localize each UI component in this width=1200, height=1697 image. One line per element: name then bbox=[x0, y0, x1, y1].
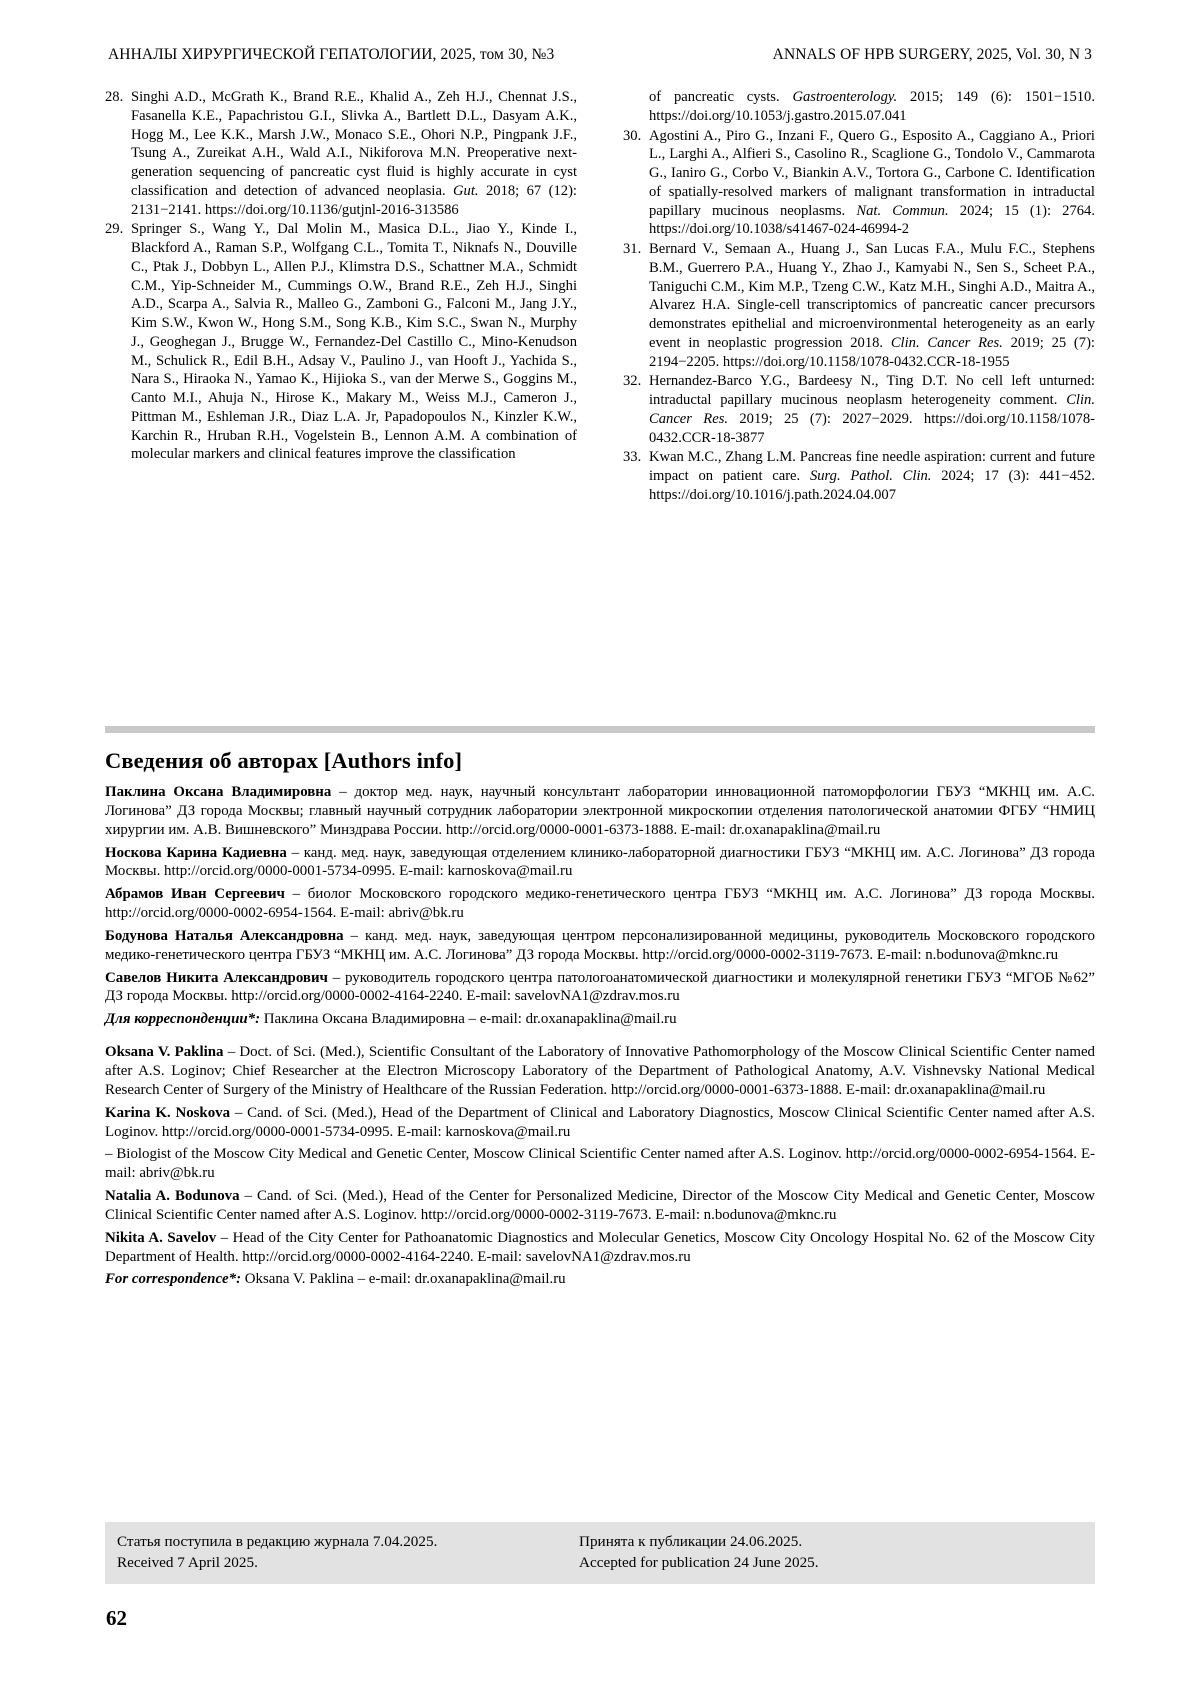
page-number: 62 bbox=[106, 1606, 127, 1630]
reference-text bbox=[649, 240, 1095, 371]
author-name: Karina K. Noskova bbox=[105, 1104, 231, 1121]
reference-journal: Surg. Pathol. Clin. bbox=[809, 468, 932, 484]
reference-authors-title: Singhi A.D., McGrath K., Brand R.E., Khalid A., Zeh H.J., Chennat J.S., Fasanella K.E., Papachristou G.I., Slivka A., Bartlett D.L., Dasyam A.K., Hogg M., Lee K.K., Marsh J.W., Monaco S.E., Ohori N.P., Pingpank J.F., Tsung A., Zureikat A.H., Wald A.I., Nikiforova M.N. Preoperative next-generation sequencing of pancreatic cyst fluid is highly accurate in cyst classification and detection of advanced neoplasia. bbox=[131, 89, 577, 199]
author-entry-ru bbox=[105, 844, 1095, 882]
author-details: – канд. мед. наук, заведующая центром персонализированной медицины, руководитель Московского городского медико-генетического центра ГБУЗ “МКНЦ им. А.С. Логинова” ДЗ города Москвы. http://orcid.org/0000-0002-3119-7673. E-mail: n.bodunova@mknc.ru bbox=[105, 927, 1095, 963]
received-ru: Статья поступила в редакцию журнала 7.04.2025. bbox=[117, 1533, 438, 1551]
accepted-en: Accepted for publication 24 June 2025. bbox=[579, 1554, 819, 1571]
running-header-left: АННАЛЫ ХИРУРГИЧЕСКОЙ ГЕПАТОЛОГИИ, 2025, том 30, №3 bbox=[108, 46, 555, 63]
reference-number: 28. bbox=[105, 89, 124, 105]
reference-text bbox=[131, 220, 577, 464]
spacer bbox=[105, 1033, 1095, 1043]
author-name: Абрамов Иван Сергеевич bbox=[105, 886, 285, 903]
running-header bbox=[108, 46, 1092, 64]
reference-number: 31. bbox=[623, 241, 642, 257]
reference-number: 32. bbox=[623, 373, 642, 390]
reference-journal: Clin. Cancer Res. bbox=[649, 392, 1095, 427]
reference-text bbox=[649, 88, 1095, 126]
author-name: Носкова Карина Кадиевна bbox=[105, 844, 287, 861]
author-name: Natalia A. Bodunova bbox=[105, 1188, 240, 1205]
reference-text bbox=[649, 372, 1095, 447]
reference-text bbox=[649, 448, 1095, 504]
reference-locator: 2019; 25 (7): 2027−2029. https://doi.org/10.1158/1078-0432.CCR-18-3877 bbox=[649, 410, 1095, 446]
author-entry-ru bbox=[105, 969, 1095, 1007]
reference-locator: 2024; 15 (1): 2764. https://doi.org/10.1038/s41467-024-46994-2 bbox=[649, 202, 1095, 238]
reference-number: 33. bbox=[623, 449, 642, 466]
correspondence-label: Для корреспонденции*: bbox=[105, 1011, 261, 1028]
authors-info-heading: Сведения об авторах [Authors info] bbox=[105, 748, 463, 773]
references-section bbox=[105, 88, 1095, 506]
accepted-ru: Принята к публикации 24.06.2025. bbox=[579, 1533, 803, 1551]
accepted-column bbox=[579, 1532, 1079, 1573]
reference-item-continuation bbox=[623, 88, 1095, 126]
received-column bbox=[105, 1532, 579, 1573]
reference-authors-title: Bernard V., Semaan A., Huang J., San Lucas F.A., Mulu F.C., Stephens B.M., Guerrero P.A., Huang Y., Zhao J., Kamyabi N., Sen S., Scheet P.A., Taniguchi C.M., Kim M.P., Tzeng C.W., Katz M.H., Singhi A.D., Maitra A., Alvarez H.A. Single-cell transcriptomics of pancreatic cancer precursors demonstrates epithelial and microenvironmental heterogeneity as an early event in neoplastic progression 2018. bbox=[649, 241, 1095, 351]
reference-authors-title: of pancreatic cysts. bbox=[649, 89, 793, 105]
reference-locator: 2015; 149 (6): 1501−1510. https://doi.org/10.1053/j.gastro.2015.07.041 bbox=[649, 89, 1095, 124]
author-details: – Doct. of Sci. (Med.), Scientific Consultant of the Laboratory of Innovative Pathomorphology of the Moscow Clinical Scientific Center named after A.S. Loginov; Chief Researcher at the Electron Microscopy Laboratory of the Department of Pathological Anatomy, A.V. Vishnevsky National Medical Research Center of Surgery of the Ministry of Healthcare of the Russian Federation. http://orcid.org/0000-0001-6373-1888. E-mail: dr.oxanapaklina@mail.ru bbox=[105, 1044, 1096, 1098]
received-en: Received 7 April 2025. bbox=[117, 1554, 258, 1571]
correspondence-ru bbox=[105, 1010, 1095, 1029]
correspondence-value: Oksana V. Paklina – e-mail: dr.oxanapaklina@mail.ru bbox=[241, 1271, 566, 1288]
author-name: Савелов Никита Александрович bbox=[105, 969, 328, 986]
correspondence-value: Паклина Оксана Владимировна – e-mail: dr.oxanapaklina@mail.ru bbox=[260, 1011, 677, 1028]
reference-authors-title: Springer S., Wang Y., Dal Molin M., Masica D.L., Jiao Y., Kinde I., Blackford A., Raman S.P., Wolfgang C.L., Tomita T., Niknafs N., Douville C., Ptak J., Dobbyn L., Allen P.J., Klimstra D.S., Schattner M.A., Schmidt C.M., Yip-Schneider M., Cummings O.W., Brand R.E., Zeh H.J., Singhi A.D., Scarpa A., Salvia R., Malleo G., Zamboni G., Falconi M., Jang J.Y., Kim S.W., Kwon W., Hong S.M., Song K.B., Kim S.C., Swan N., Murphy J., Geoghegan J., Brugge W., Fernandez-Del Castillo C., Mino-Kenudson M., Schulick R., Edil B.H., Adsay V., Paulino J., van Hooft J., Yachida S., Nara S., Hiraoka N., Yamao K., Hijioka S., van der Merwe S., Goggins M., Canto M.I., Ahuja N., Hirose K., Makary M., Weiss M.J., Cameron J., Pittman M., Eshleman J.R., Diaz L.A. Jr, Papadopoulos N., Kinzler K.W., Karchin R., Hruban R.H., Vogelstein B., Lennon A.M. A combination of molecular markers and clinical features improve the classification bbox=[131, 221, 577, 463]
correspondence-label: For correspondence*: bbox=[105, 1271, 242, 1288]
author-name: Nikita A. Savelov bbox=[105, 1229, 217, 1246]
reference-text bbox=[131, 88, 577, 219]
author-name: Бодунова Наталья Александровна bbox=[105, 927, 344, 944]
references-column-right bbox=[623, 88, 1095, 506]
reference-item bbox=[105, 88, 577, 219]
reference-text bbox=[649, 127, 1095, 240]
author-entry-ru bbox=[105, 885, 1095, 923]
author-name: Oksana V. Paklina bbox=[105, 1044, 224, 1061]
reference-number: 29. bbox=[105, 221, 124, 238]
reference-authors-title: Kwan M.C., Zhang L.M. Pancreas fine needle aspiration: current and future impact on patient care. bbox=[649, 449, 1095, 484]
reference-authors-title: Agostini A., Piro G., Inzani F., Quero G., Esposito A., Caggiano A., Priori L., Larghi A., Alfieri S., Casolino R., Scaglione G., Tondolo V., Cammarota G., Ianiro G., Corbo V., Biankin A.V., Tortora G., Carbone C. Identification of spatially-resolved markers of malignant transformation in intraductal papillary mucinous neoplasms. bbox=[649, 127, 1095, 219]
reference-authors-title: Hernandez-Barco Y.G., Bardeesy N., Ting D.T. No cell left unturned: intraductal papillary mucinous neoplasm heterogeneity comment. bbox=[649, 373, 1095, 408]
author-entry-ru bbox=[105, 927, 1095, 965]
author-details: – Cand. of Sci. (Med.), Head of the Center for Personalized Medicine, Director of the Moscow City Medical and Genetic Center, Moscow Clinical Scientific Center named after A.S. Loginov. http://orcid.org/0000-0002-3119-7673. E-mail: n.bodunova@mknc.ru bbox=[105, 1188, 1095, 1223]
reference-item bbox=[105, 220, 577, 464]
author-details: – биолог Московского городского медико-генетического центра ГБУЗ “МКНЦ им. А.С. Логинова” ДЗ города Москвы. http://orcid.org/0000-0002-6954-1564. E-mail: abriv@bk.ru bbox=[105, 886, 1095, 922]
author-entry-ru bbox=[105, 783, 1095, 840]
reference-locator: 2019; 25 (7): 2194−2205. https://doi.org/10.1158/1078-0432.CCR-18-1955 bbox=[649, 334, 1095, 370]
author-entry-en bbox=[105, 1145, 1095, 1183]
author-entry-en bbox=[105, 1104, 1095, 1142]
correspondence-en bbox=[105, 1270, 1095, 1289]
author-name: Паклина Оксана Владимировна bbox=[105, 784, 332, 800]
submission-dates-box bbox=[105, 1522, 1095, 1584]
authors-info-body bbox=[105, 783, 1095, 1293]
author-entry-en bbox=[105, 1229, 1095, 1267]
reference-journal: Nat. Commun. bbox=[856, 202, 949, 219]
author-details: – Head of the City Center for Pathoanatomic Diagnostics and Molecular Genetics, Moscow City Oncology Hospital No. 62 of the Moscow City Department of Health. http://orcid.org/0000-0002-4164-2240. E-mail: savelovNA1@zdrav.mos.ru bbox=[105, 1229, 1095, 1265]
reference-item bbox=[623, 127, 1095, 240]
reference-journal: Gastroenterology. bbox=[792, 89, 898, 105]
author-details: – доктор мед. наук, научный консультант лаборатории инновационной патоморфологии ГБУЗ “МКНЦ им. А.С. Логинова” ДЗ города Москвы; главный научный сотрудник лаборатории электронной микроскопии отделения патологической анатомии ФГБУ “НМИЦ хирургии им. А.В. Вишневского” Минздрава России. http://orcid.org/0000-0001-6373-1888. E-mail: dr.oxanapaklina@mail.ru bbox=[105, 784, 1095, 838]
reference-number bbox=[623, 88, 649, 126]
references-column-left bbox=[105, 88, 577, 506]
running-header-right: ANNALS OF HPB SURGERY, 2025, Vol. 30, N 3 bbox=[772, 46, 1092, 63]
author-details: – Biologist of the Moscow City Medical and Genetic Center, Moscow Clinical Scientific Center named after A.S. Loginov. http://orcid.org/0000-0002-6954-1564. E-mail: abriv@bk.ru bbox=[105, 1146, 1095, 1182]
reference-item bbox=[623, 448, 1095, 504]
reference-item bbox=[623, 240, 1095, 371]
reference-item bbox=[623, 372, 1095, 447]
author-details: – руководитель городского центра патологоанатомической диагностики и молекулярной генетики ГБУЗ “МГОБ №62” ДЗ города Москвы. http://orcid.org/0000-0002-4164-2240. E-mail: savelovNA1@zdrav.mos.ru bbox=[105, 969, 1095, 1005]
author-details: – канд. мед. наук, заведующая отделением клинико-лабораторной диагностики ГБУЗ “МКНЦ им. А.С. Логинова” ДЗ города Москвы. http://orcid.org/0000-0001-5734-0995. E-mail: karnoskova@mail.ru bbox=[105, 844, 1095, 880]
reference-number: 30. bbox=[623, 127, 642, 144]
author-entry-en bbox=[105, 1187, 1095, 1225]
author-entry-en bbox=[105, 1043, 1095, 1100]
reference-journal: Gut. bbox=[453, 182, 479, 199]
section-divider bbox=[105, 726, 1095, 733]
author-details: – Cand. of Sci. (Med.), Head of the Department of Clinical and Laboratory Diagnostics, Moscow Clinical Scientific Center named after A.S. Loginov. http://orcid.org/0000-0001-5734-0995. E-mail: karnoskova@mail.ru bbox=[105, 1104, 1095, 1140]
reference-locator: 2024; 17 (3): 441−452. https://doi.org/10.1016/j.path.2024.04.007 bbox=[649, 468, 1095, 503]
reference-journal: Clin. Cancer Res. bbox=[890, 334, 1003, 351]
reference-locator: 2018; 67 (12): 2131−2141. https://doi.org/10.1136/gutjnl-2016-313586 bbox=[131, 182, 577, 218]
